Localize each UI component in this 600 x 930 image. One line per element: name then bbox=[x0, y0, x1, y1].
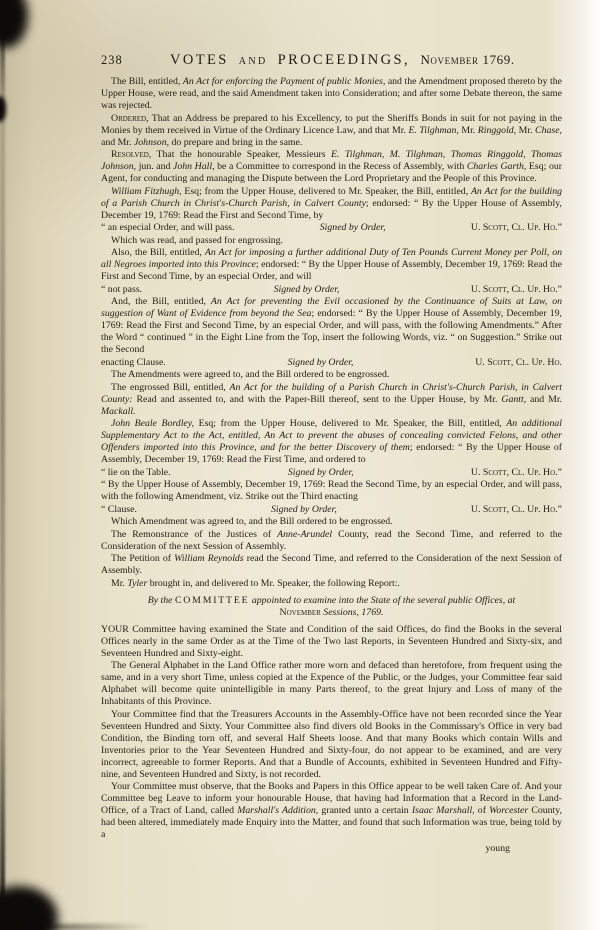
binding-shadow bbox=[0, 0, 5, 930]
text-run: An Act for enforcing the Payment of public Monies, bbox=[182, 76, 386, 87]
signed-by-order: Signed by Order, bbox=[273, 283, 340, 295]
text-run: ; endorsed: “ By the Upper House of Assembly, December 19, 1769: Read the First and Second Time, by an especial Order, and will pass, with the following Amendments.” After the Word “ continued ” in the Eight Line from the Top, insert the following Words, viz. “ on Suggestion.” Strike out the Second bbox=[101, 308, 563, 355]
clerk-signature: U. Scott, Cl. Up. Ho.” bbox=[470, 222, 562, 233]
text-run: An additional Supplementary Act to the Act, entitled, An Act to prevent the abuses of concealing convicted Felons, and other Offenders imported into this Province, and for the better Discovery of them bbox=[101, 418, 562, 453]
paragraph bbox=[101, 624, 562, 660]
catchword-row bbox=[101, 843, 562, 855]
text-run: do prepare and bring in the same. bbox=[169, 136, 303, 148]
text-run: Ordered, bbox=[111, 112, 149, 124]
text-run: be a Committee to correspond in the Recess of Assembly, with bbox=[214, 161, 467, 172]
text-run: Which Amendment was agreed to, and the Bill ordered to be engrossed. bbox=[111, 516, 393, 527]
paragraph bbox=[101, 418, 562, 466]
section-heading bbox=[127, 595, 536, 620]
text-run: brought in, and delivered to Mr. Speaker, the following Report:. bbox=[147, 577, 400, 589]
text-run: Gantt, bbox=[501, 393, 527, 405]
text-run: November bbox=[279, 607, 321, 618]
text-run: That an Address be prepared to his Excellency, to put the Sheriffs Bonds in suit for not paying in the Monies by them received in Virtue of the Ordinary Licence Law, and that Mr. bbox=[101, 112, 562, 136]
text-run: Johnson, bbox=[133, 136, 170, 148]
text-run: Ringgold, bbox=[477, 124, 517, 136]
clerk-signature: U. Scott, Cl. Up. Ho.” bbox=[470, 503, 562, 515]
text-run: “ By the Upper House of Assembly, December 19, 1769: Read the Second Time, by an especial Order, and will pass, with the following Amendment, viz. Strike out the Third enacting bbox=[101, 479, 562, 502]
text-run: William Fitzhugh, bbox=[111, 185, 182, 197]
text-run: read the Second Time, and referred to the Consideration of the next Session of Assembly. bbox=[101, 553, 562, 576]
text-run: County, read the Second Time, and referred to the Consideration of the next Session of Assembly. bbox=[101, 528, 562, 552]
text-run: Sessions, 1769. bbox=[320, 607, 384, 618]
signature-line bbox=[101, 357, 562, 369]
text-run: Esq; from the Upper House, delivered to Mr. Speaker, the Bill, entitled, bbox=[194, 418, 507, 429]
paragraph bbox=[101, 781, 562, 841]
text-run: and Mr. bbox=[526, 393, 562, 405]
text-run: ; endorsed: “ By the Upper House of Assembly, December 19, 1769: Read the First Time, and ordered to bbox=[101, 442, 562, 465]
clerk-signature: U. Scott, Cl. Up. Ho.” bbox=[470, 466, 562, 478]
text-run: ; endorsed: “ By the Upper House of Assembly, December 19, 1769: Read the First and Second Time, by an especial Order, and will bbox=[101, 259, 562, 282]
paragraph bbox=[101, 235, 562, 247]
text-run: The General Alphabet in the Land Office rather more worn and defaced than heretofore, from frequent using the same, and in a very short Time, unless copied at the Expence of the Public, or the Judges, your Committee fear said Alphabet will become quite unintelligible in many Parts thereof, to the great Injury and Loss of many of the Inhabitants of this Province. bbox=[101, 660, 562, 707]
text-run: An Act for imposing a further additional Duty of Ten Pounds Current Money per Poll, on all Negroes imported into this Province bbox=[101, 247, 562, 270]
text-run: Chase, bbox=[535, 124, 562, 136]
ink-smudge-top-left bbox=[0, 0, 28, 48]
text-run: Isaac Marshall, bbox=[411, 805, 475, 816]
text-run: Charles Garth, bbox=[466, 161, 527, 172]
page-body bbox=[101, 76, 562, 841]
text-run: The engrossed Bill, entitled, bbox=[111, 381, 230, 393]
paragraph bbox=[101, 76, 562, 112]
text-run: Mr. bbox=[458, 124, 478, 136]
text-run: The Petition of bbox=[111, 553, 175, 564]
text-run: ; endorsed: “ By the Upper House of Assembly, December 19, 1769: Read the First and Second Time, by bbox=[101, 197, 562, 221]
signature-line bbox=[101, 504, 562, 516]
ink-smudge-mid-left bbox=[0, 96, 6, 122]
text-run: An Act for the building of a Parish Church in Christ's-Church Parish, in Calvert County: bbox=[101, 381, 562, 405]
text-run: Marshall's Addition, bbox=[237, 805, 319, 816]
paragraph bbox=[101, 113, 562, 149]
text-run: granted unto a certain bbox=[318, 805, 412, 816]
paragraph bbox=[101, 479, 562, 503]
text-run: County, had been altered, immediately made Enquiry into the Matter, and found that such Information was true, being told by a bbox=[101, 805, 562, 840]
text-run: Also, the Bill, entitled, bbox=[111, 247, 205, 258]
text-run: and Mr. bbox=[101, 136, 134, 148]
paragraph bbox=[101, 296, 562, 356]
text-run: Which was read, and passed for engrossing. bbox=[111, 234, 283, 246]
signature-line bbox=[101, 467, 562, 479]
text-block bbox=[101, 54, 562, 855]
paragraph bbox=[101, 149, 562, 185]
catchword: young bbox=[485, 843, 510, 854]
text-run: Anne-Arundel bbox=[277, 528, 333, 540]
text-run: jun. and bbox=[136, 161, 174, 172]
text-run: of bbox=[474, 805, 490, 816]
text-run: Worcester bbox=[489, 805, 529, 816]
text-run: John Hall, bbox=[173, 161, 215, 172]
endorsement-tail: enacting Clause. bbox=[101, 356, 166, 368]
signed-by-order: Signed by Order, bbox=[287, 356, 354, 368]
text-run: E. Tilghman, bbox=[408, 124, 459, 136]
text-run: And, the Bill, entitled, bbox=[111, 296, 211, 307]
text-run: Resolved, bbox=[111, 149, 152, 160]
paragraph bbox=[101, 247, 562, 283]
text-run: Your Committee must observe, that the Books and Papers in this Office appear to be well taken Care of. And your Committee beg Leave to inform your honourable House, that having had Information that a Record in the Land-Office, of a Tract of Land, called bbox=[101, 781, 562, 816]
endorsement-tail: “ Clause. bbox=[101, 503, 137, 515]
text-run: The Amendments were agreed to, and the Bill ordered to be engrossed. bbox=[111, 369, 390, 380]
paragraph bbox=[101, 578, 562, 590]
text-run: Mr. bbox=[111, 577, 128, 589]
journal-title: VOTES and PROCEEDINGS, bbox=[170, 52, 410, 68]
text-run: William Reynolds bbox=[174, 553, 244, 564]
clerk-signature: U. Scott, Cl. Up. Ho.” bbox=[470, 283, 562, 295]
text-run: Esq; our Agent, for conducting and managing the Dispute between the Lord Proprietary and the People of this Province. bbox=[101, 161, 563, 184]
endorsement-tail: “ not pass. bbox=[101, 283, 143, 295]
paragraph bbox=[101, 186, 562, 222]
signed-by-order: Signed by Order, bbox=[271, 503, 337, 515]
text-run: John Beale Bordley, bbox=[111, 418, 195, 429]
text-run: Your Committee find that the Treasurers Accounts in the Assembly-Office have not been recorded since the Year Seventeen Hundred and Sixty. Your Committee also find divers old Books in the Commissary's Office in very bad Condition, the Binding torn off, and several Half Sheets loose. And that many Books which contain Wills and Inventories prior to the Year Seventeen Hundred and Sixty-four, do not appear to be examined, and are very incorrect, agreeable to former Reports. And that a Bundle of Accounts, exhibited in Seventeen Hundred and Fifty-nine, and Seventeen Hundred and Sixty, is not recorded. bbox=[101, 708, 562, 780]
journal-title-wrap bbox=[123, 54, 562, 68]
endorsement-tail: “ lie on the Table. bbox=[101, 466, 171, 478]
signed-by-order: Signed by Order, bbox=[319, 222, 386, 233]
text-run: Tyler bbox=[127, 577, 148, 589]
text-run: The Remonstrance of the Justices of bbox=[111, 528, 278, 540]
page-edge-highlight bbox=[584, 0, 600, 930]
paragraph bbox=[101, 709, 562, 781]
text-run: YOUR Committee having examined the State and Condition of the said Offices, do find the Books in the several Offices nearly in the same Order as at the Time of the Two last Reports, in Seventeen Hundred and Sixty-six, and Seventeen Hundred and Sixty-eight. bbox=[101, 623, 562, 659]
text-run: An Act for the building of a Parish Church in Christ's-Church Parish, in Calvert County bbox=[101, 185, 562, 209]
signed-by-order: Signed by Order, bbox=[287, 466, 354, 478]
journal-date: November 1769. bbox=[420, 52, 515, 67]
text-run: By the bbox=[147, 594, 175, 606]
endorsement-tail: “ an especial Order, and will pass. bbox=[101, 222, 235, 233]
text-run: Mr. bbox=[516, 124, 536, 136]
paragraph bbox=[101, 529, 562, 553]
paragraph bbox=[101, 382, 562, 418]
ink-smudge-bottom-edge bbox=[0, 924, 150, 930]
text-run: The Bill, entitled, bbox=[111, 76, 183, 87]
text-run: Read and assented to, and with the Paper-Bill thereof, sent to the Upper House, by Mr. bbox=[132, 393, 502, 405]
text-run: An Act for preventing the Evil occasioned by the Continuance of Suits at Law, on suggestion of Want of Evidence from beyond the Sea bbox=[101, 296, 562, 319]
paragraph bbox=[101, 516, 562, 528]
page-number: 238 bbox=[101, 53, 123, 67]
clerk-signature: U. Scott, Cl. Up. Ho. bbox=[475, 356, 562, 368]
text-run: E. Tilghman, M. Tilghman, Thomas Ringgold, Thomas Johnson, bbox=[101, 149, 562, 172]
signature-line bbox=[101, 222, 562, 234]
paragraph bbox=[101, 553, 562, 577]
paragraph bbox=[101, 369, 562, 381]
page-header bbox=[101, 54, 562, 68]
text-run: and the Amendment proposed thereto by the Upper House, were read, and the said Amendment taken into Consideration; and after some Debate thereon, the same was rejected. bbox=[101, 76, 562, 111]
text-run: Mackall. bbox=[101, 405, 136, 417]
text-run: Esq; from the Upper House, delivered to Mr. Speaker, the Bill, entitled, bbox=[181, 185, 471, 197]
signature-line bbox=[101, 284, 562, 296]
text-run: That the honourable Speaker, Messieurs bbox=[151, 149, 331, 160]
text-run: appointed to examine into the State of the several public Offices, at bbox=[249, 594, 516, 606]
paragraph bbox=[101, 660, 562, 708]
text-run: COMMITTEE bbox=[174, 594, 250, 606]
